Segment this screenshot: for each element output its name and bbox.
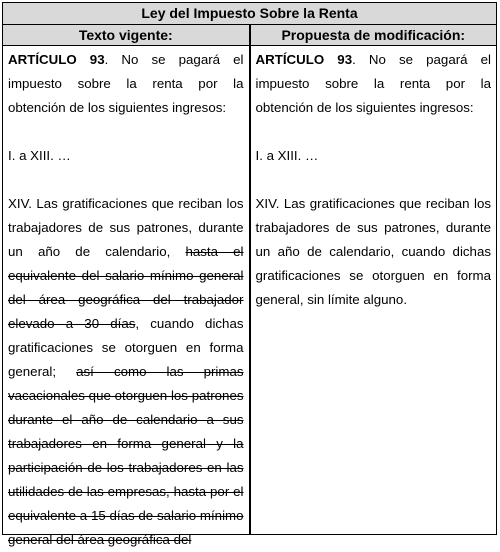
article-number: ARTÍCULO 93: [255, 52, 353, 67]
proposed-text-column: [251, 46, 497, 534]
article-intro-text: . No se pagará el impuesto sobre la renta por la obtención de los siguientes ingresos:: [255, 52, 491, 115]
fraction-xiv-text-a: XIV. Las gratificaciones que reciban los trabajadores de sus patrones, durante un año de calendario,: [8, 196, 244, 259]
fractions-reference: I. a XIII. …: [8, 148, 71, 163]
fraction-xiv: [8, 192, 244, 552]
article-number: ARTÍCULO 93: [8, 52, 105, 67]
current-text-column: [3, 46, 251, 547]
table-title: Ley del Impuesto Sobre la Renta: [3, 3, 496, 25]
fraction-xiv-text-b: , cuando dichas gratificaciones se otorguen en forma general;: [8, 316, 244, 379]
fractions-reference: I. a XIII. …: [255, 148, 319, 163]
struck-text-2: así como las primas vacacionales que otorguen los patrones durante el año de calendario a sus trabajadores en forma general y la participación de los trabajadores en las utilidades de las empresas, hasta por el equivalente a 15 días de salario mínimo general del área geográfica del: [8, 364, 244, 547]
header-current-text: Texto vigente:: [3, 25, 251, 45]
article-intro: [8, 48, 244, 120]
table-body: [3, 46, 496, 547]
header-proposed-text: Propuesta de modificación:: [281, 27, 466, 43]
column-headers: [3, 25, 496, 46]
fraction-xiv: XIV. Las gratificaciones que reciban los trabajadores de sus patrones, durante un año de calendario, cuando dichas gratificaciones se otorguen en forma general, sin límite alguno.: [255, 196, 491, 307]
comparison-table: [2, 2, 497, 547]
struck-text-1: hasta el equivalente del salario mínimo general del área geográfica del trabajador elevado a 30 días: [8, 244, 244, 331]
article-intro: [256, 48, 492, 120]
article-intro-text: . No se pagará el impuesto sobre la renta por la obtención de los siguientes ingresos:: [8, 52, 244, 115]
